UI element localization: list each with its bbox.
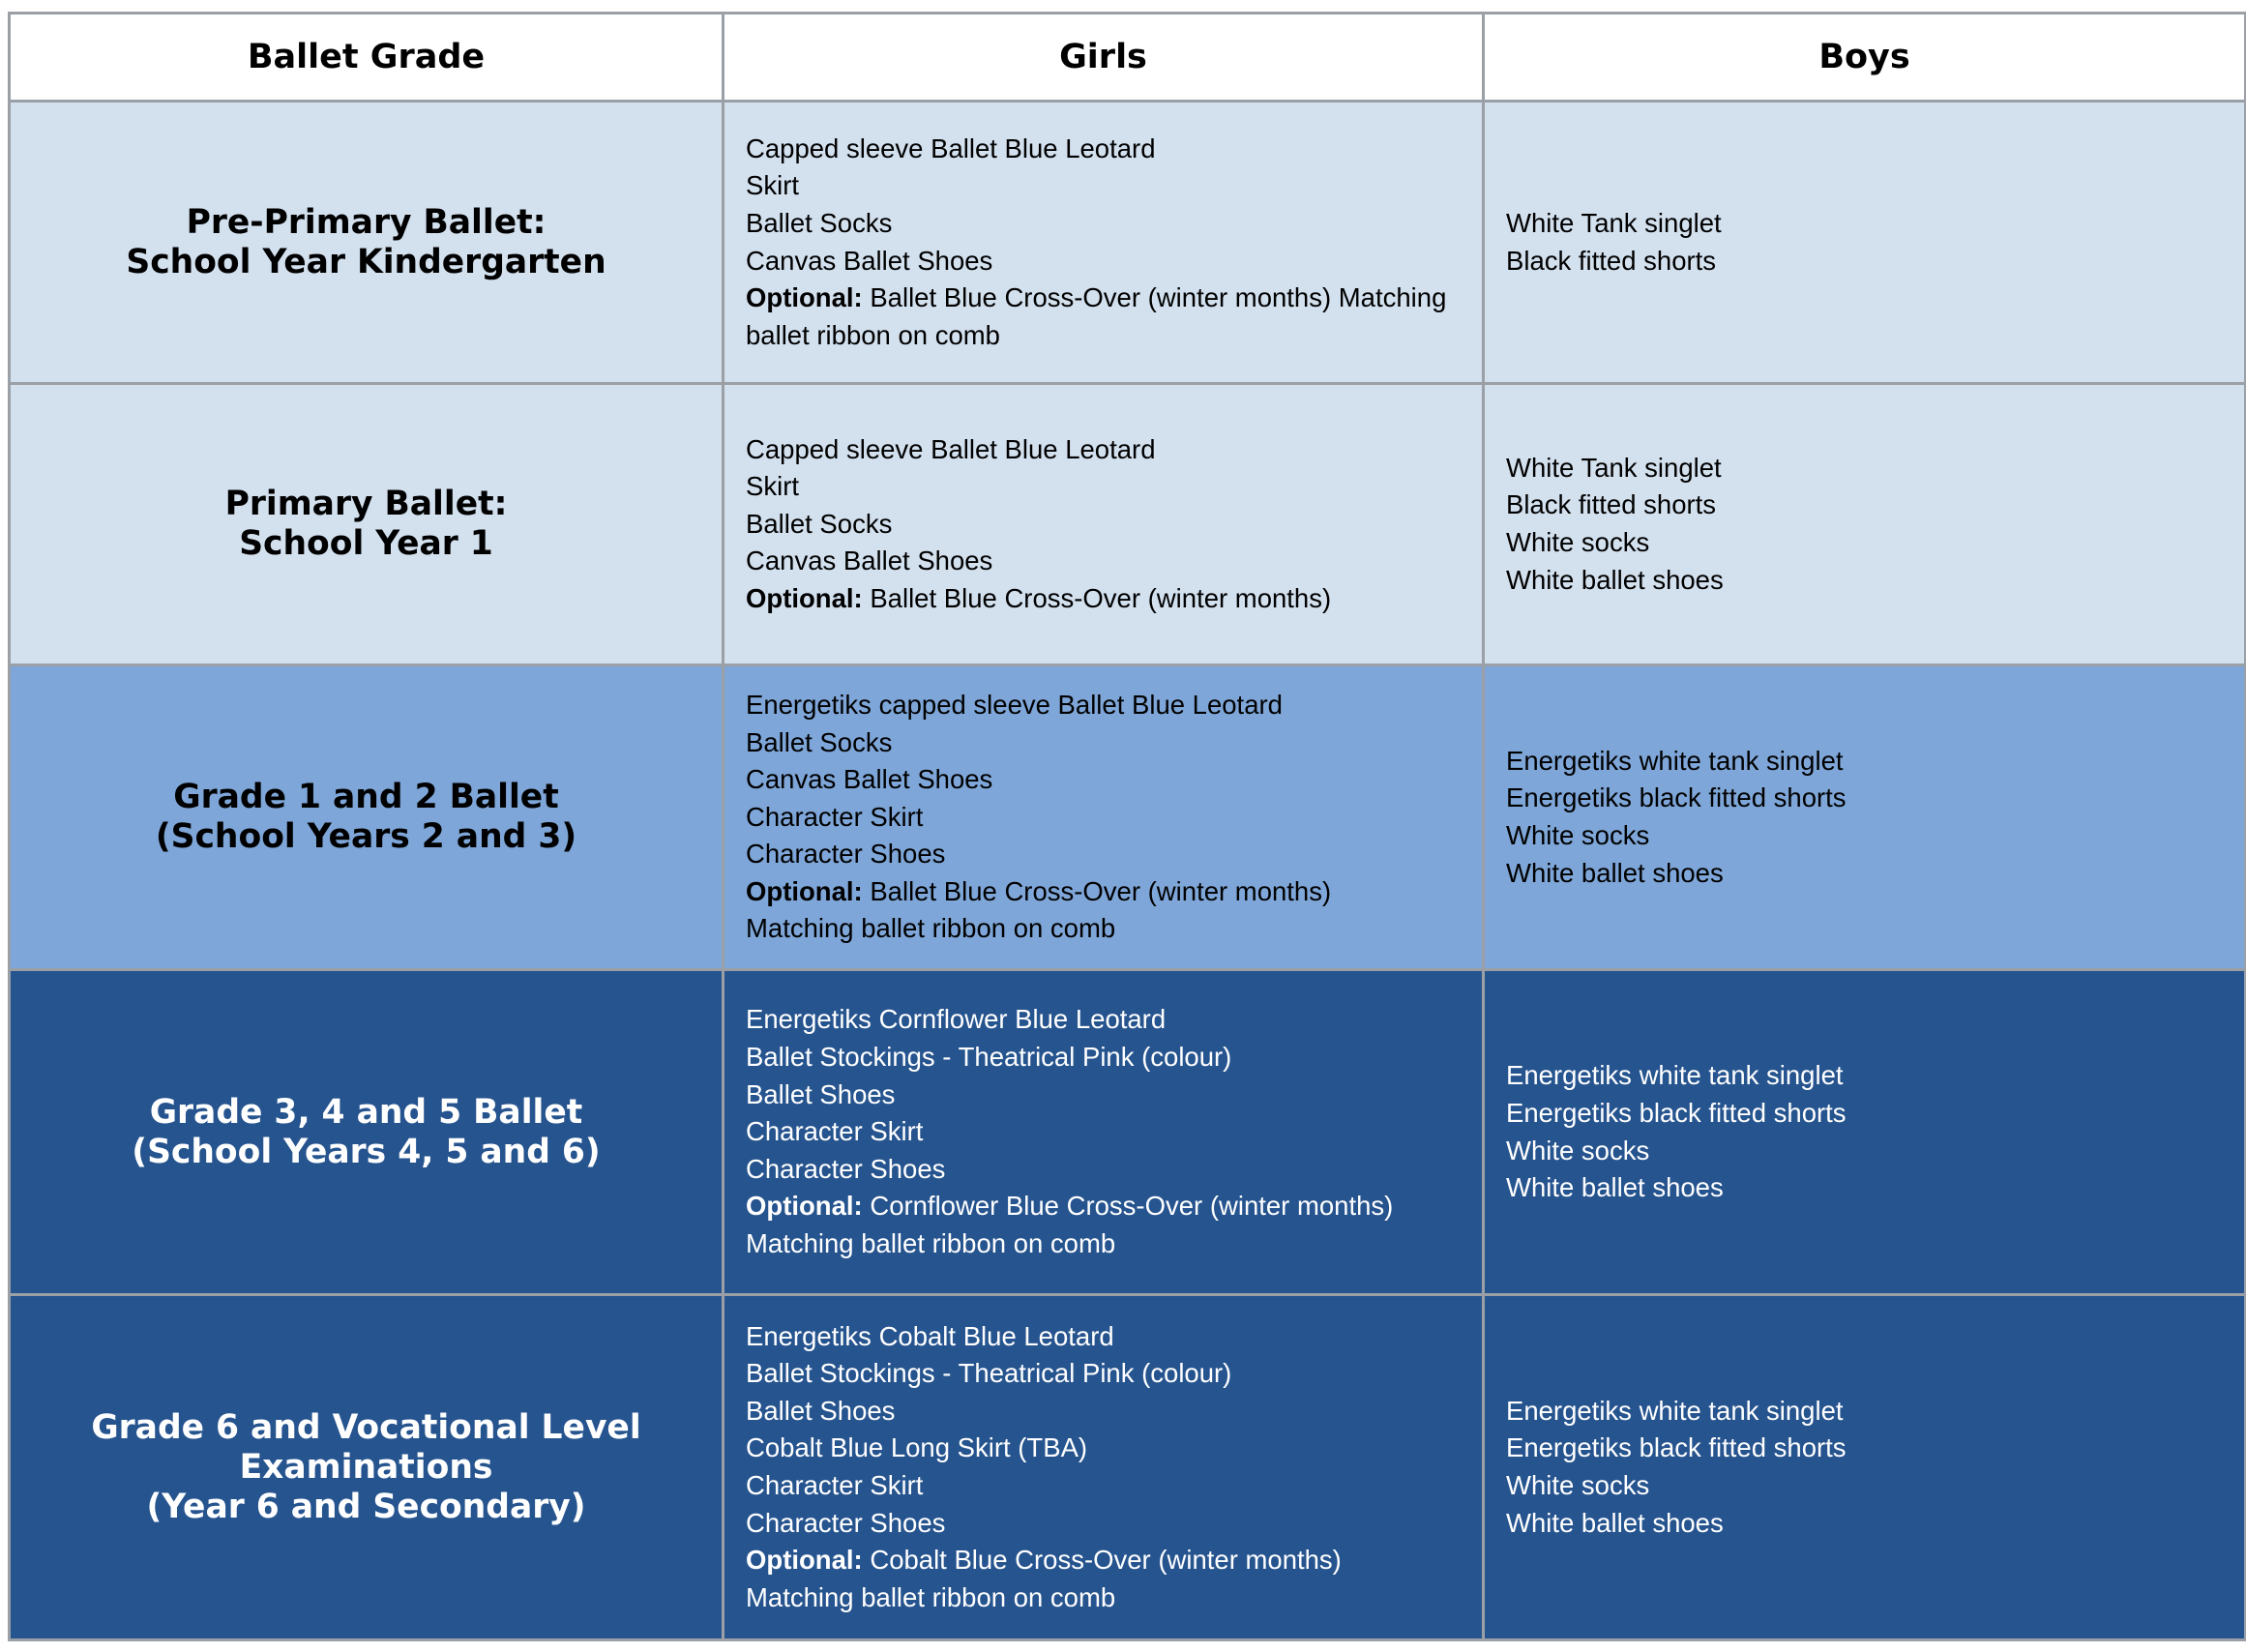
grade-line: Grade 1 and 2 Ballet xyxy=(173,778,559,816)
header-row xyxy=(10,14,2246,102)
girls-item: Energetiks Cornflower Blue Leotard xyxy=(746,1004,1167,1035)
optional-label: Optional: xyxy=(746,282,863,313)
girls-optional-item xyxy=(746,580,1461,618)
grade-line: Pre-Primary Ballet: xyxy=(186,202,547,242)
boys-item: White socks xyxy=(1506,1135,1650,1165)
girls-item: Matching ballet ribbon on comb xyxy=(746,913,1116,944)
uniform-table xyxy=(8,12,2246,1641)
girls-item: Character Skirt xyxy=(746,1116,924,1147)
header-girls: Girls xyxy=(724,14,1484,102)
table-row xyxy=(10,1295,2246,1640)
optional-text: Ballet Blue Cross-Over (winter months) xyxy=(870,875,1332,906)
girls-item: Ballet Shoes xyxy=(746,1395,896,1426)
grade-cell xyxy=(10,384,724,665)
girls-item: Canvas Ballet Shoes xyxy=(746,764,993,795)
boys-item: White ballet shoes xyxy=(1506,1172,1724,1203)
boys-item: White Tank singlet xyxy=(1506,207,1722,238)
boys-item: White socks xyxy=(1506,1470,1650,1500)
grade-line: (Year 6 and Secondary) xyxy=(146,1487,586,1526)
girls-item: Ballet Stockings - Theatrical Pink (colour) xyxy=(746,1358,1232,1389)
girls-item: Character Skirt xyxy=(746,801,924,832)
girls-item: Matching ballet ribbon on comb xyxy=(746,1227,1116,1258)
optional-text: Cobalt Blue Cross-Over (winter months) xyxy=(870,1545,1342,1576)
girls-item: Character Shoes xyxy=(746,1507,946,1538)
girls-cell xyxy=(724,384,1484,665)
grade-cell xyxy=(10,102,724,384)
girls-item: Capped sleeve Ballet Blue Leotard xyxy=(746,133,1156,163)
grade-line: Grade 6 and Vocational Level xyxy=(91,1407,641,1447)
boys-item: White ballet shoes xyxy=(1506,857,1724,888)
girls-item: Energetiks capped sleeve Ballet Blue Leotard xyxy=(746,689,1283,720)
boys-item: Energetiks white tank singlet xyxy=(1506,1060,1844,1091)
girls-item: Ballet Shoes xyxy=(746,1078,896,1109)
grade-line: (School Years 2 and 3) xyxy=(155,817,577,856)
boys-cell xyxy=(1484,970,2246,1295)
girls-item: Canvas Ballet Shoes xyxy=(746,245,993,276)
boys-item: Energetiks black fitted shorts xyxy=(1506,1432,1847,1463)
boys-item: White Tank singlet xyxy=(1506,452,1722,483)
optional-text: Ballet Blue Cross-Over (winter months) xyxy=(870,582,1332,613)
header-ballet-grade: Ballet Grade xyxy=(10,14,724,102)
girls-item: Canvas Ballet Shoes xyxy=(746,546,993,576)
grade-line: Examinations xyxy=(239,1447,493,1487)
boys-cell xyxy=(1484,665,2246,970)
grade-cell xyxy=(10,665,724,970)
table-row xyxy=(10,970,2246,1295)
boys-item: Energetiks white tank singlet xyxy=(1506,1395,1844,1426)
girls-item: Capped sleeve Ballet Blue Leotard xyxy=(746,433,1156,464)
boys-item: Energetiks black fitted shorts xyxy=(1506,782,1847,813)
girls-cell xyxy=(724,970,1484,1295)
boys-item: White ballet shoes xyxy=(1506,1507,1724,1538)
girls-item: Skirt xyxy=(746,170,799,201)
girls-item: Character Shoes xyxy=(746,1153,946,1184)
boys-item: Black fitted shorts xyxy=(1506,245,1717,276)
girls-item: Matching ballet ribbon on comb xyxy=(746,1581,1116,1612)
girls-optional-item xyxy=(746,873,1461,911)
grade-cell xyxy=(10,1295,724,1640)
boys-cell xyxy=(1484,384,2246,665)
table-row xyxy=(10,384,2246,665)
girls-optional-item xyxy=(746,1188,1461,1225)
girls-item: Ballet Socks xyxy=(746,726,893,757)
optional-text: Cornflower Blue Cross-Over (winter months) xyxy=(870,1191,1394,1222)
boys-cell xyxy=(1484,1295,2246,1640)
girls-item: Energetiks Cobalt Blue Leotard xyxy=(746,1320,1114,1351)
boys-cell xyxy=(1484,102,2246,384)
grade-line: Grade 3, 4 and 5 Ballet xyxy=(149,1092,583,1132)
girls-cell xyxy=(724,665,1484,970)
optional-label: Optional: xyxy=(746,582,863,613)
grade-line: Primary Ballet: xyxy=(224,485,508,523)
header-boys: Boys xyxy=(1484,14,2246,102)
girls-optional-item xyxy=(746,280,1461,354)
boys-item: White ballet shoes xyxy=(1506,564,1724,595)
girls-item: Character Skirt xyxy=(746,1470,924,1500)
girls-cell xyxy=(724,1295,1484,1640)
boys-item: Black fitted shorts xyxy=(1506,489,1717,520)
girls-item: Character Shoes xyxy=(746,839,946,870)
optional-text: Ballet Blue Cross-Over (winter months) Matching ballet ribbon on comb xyxy=(746,282,1447,350)
grade-line: School Year Kindergarten xyxy=(126,242,606,281)
optional-label: Optional: xyxy=(746,1191,863,1222)
boys-item: White socks xyxy=(1506,527,1650,557)
grade-cell xyxy=(10,970,724,1295)
girls-cell xyxy=(724,102,1484,384)
optional-label: Optional: xyxy=(746,1545,863,1576)
grade-line: School Year 1 xyxy=(239,524,493,563)
girls-item: Skirt xyxy=(746,471,799,502)
girls-item: Ballet Socks xyxy=(746,207,893,238)
girls-item: Cobalt Blue Long Skirt (TBA) xyxy=(746,1432,1088,1463)
grade-line: (School Years 4, 5 and 6) xyxy=(132,1132,601,1171)
optional-label: Optional: xyxy=(746,875,863,906)
girls-optional-item xyxy=(746,1542,1461,1579)
girls-item: Ballet Stockings - Theatrical Pink (colour) xyxy=(746,1042,1232,1073)
table-row xyxy=(10,102,2246,384)
table-row xyxy=(10,665,2246,970)
boys-item: Energetiks black fitted shorts xyxy=(1506,1097,1847,1128)
boys-item: Energetiks white tank singlet xyxy=(1506,745,1844,776)
girls-item: Ballet Socks xyxy=(746,508,893,539)
boys-item: White socks xyxy=(1506,820,1650,850)
